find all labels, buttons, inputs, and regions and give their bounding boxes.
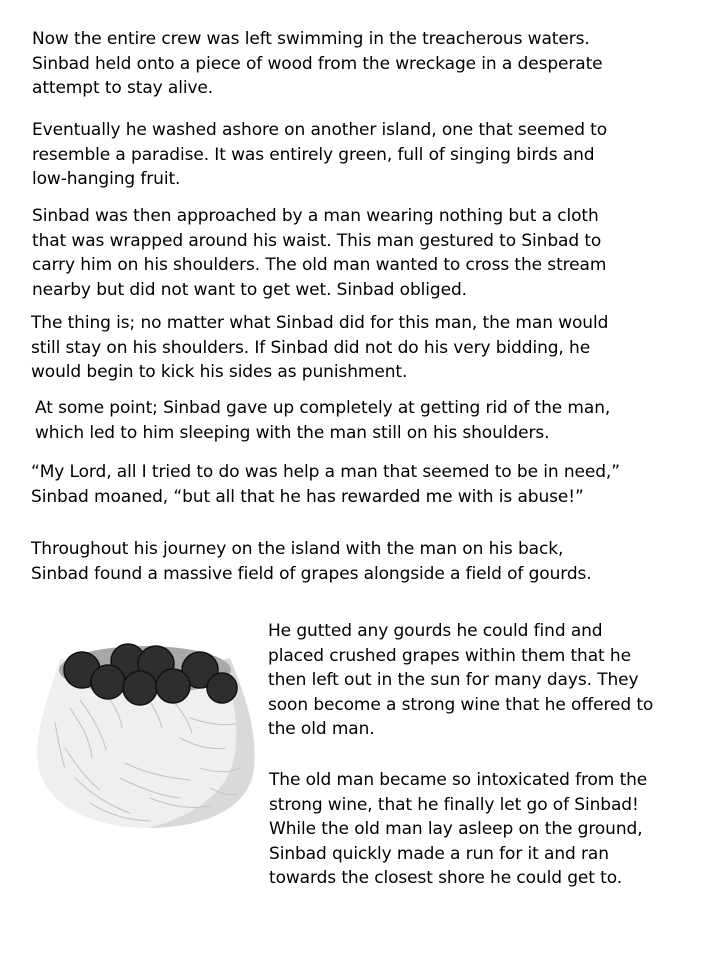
story-paragraph: He gutted any gourds he could find and placed crushed grapes within them that he then left out in the sun for many days. They soon become a strong wine that he offered to the old man. (268, 621, 654, 739)
story-paragraph: At some point; Sinbad gave up completely at getting rid of the man, which led to him sleeping with the man still on his shoulders. (35, 398, 611, 443)
story-paragraph: Now the entire crew was left swimming in the treacherous waters. Sinbad held onto a piece of wood from the wreckage in a desperate attempt to stay alive. (32, 29, 603, 98)
story-paragraph: Sinbad was then approached by a man wearing nothing but a cloth that was wrapped around his waist. This man gestured to Sinbad to carry him on his shoulders. The old man wanted to cross the stream nearby but did not want to get wet. Sinbad obliged. (32, 206, 607, 300)
story-paragraph: Eventually he washed ashore on another island, one that seemed to resemble a paradise. It was entirely green, full of singing birds and low-hanging fruit. (32, 120, 608, 189)
story-paragraph: The thing is; no matter what Sinbad did for this man, the man would still stay on his shoulders. If Sinbad did not do his very bidding, he would begin to kick his sides as punishment. (31, 313, 609, 382)
story-paragraph: The old man became so intoxicated from the strong wine, that he finally let go of Sinbad! While the old man lay asleep on the ground, Sinbad quickly made a run for it and ran towards the closest shore he could get to. (269, 770, 648, 888)
story-quote-paragraph: “My Lord, all I tried to do was help a man that seemed to be in need,” Sinbad moaned, “but all that he has rewarded me with is abuse!” (31, 462, 620, 507)
grape-basket-icon (30, 628, 260, 828)
story-paragraph: Throughout his journey on the island with the man on his back, Sinbad found a massive field of grapes alongside a field of gourds. (31, 539, 592, 584)
